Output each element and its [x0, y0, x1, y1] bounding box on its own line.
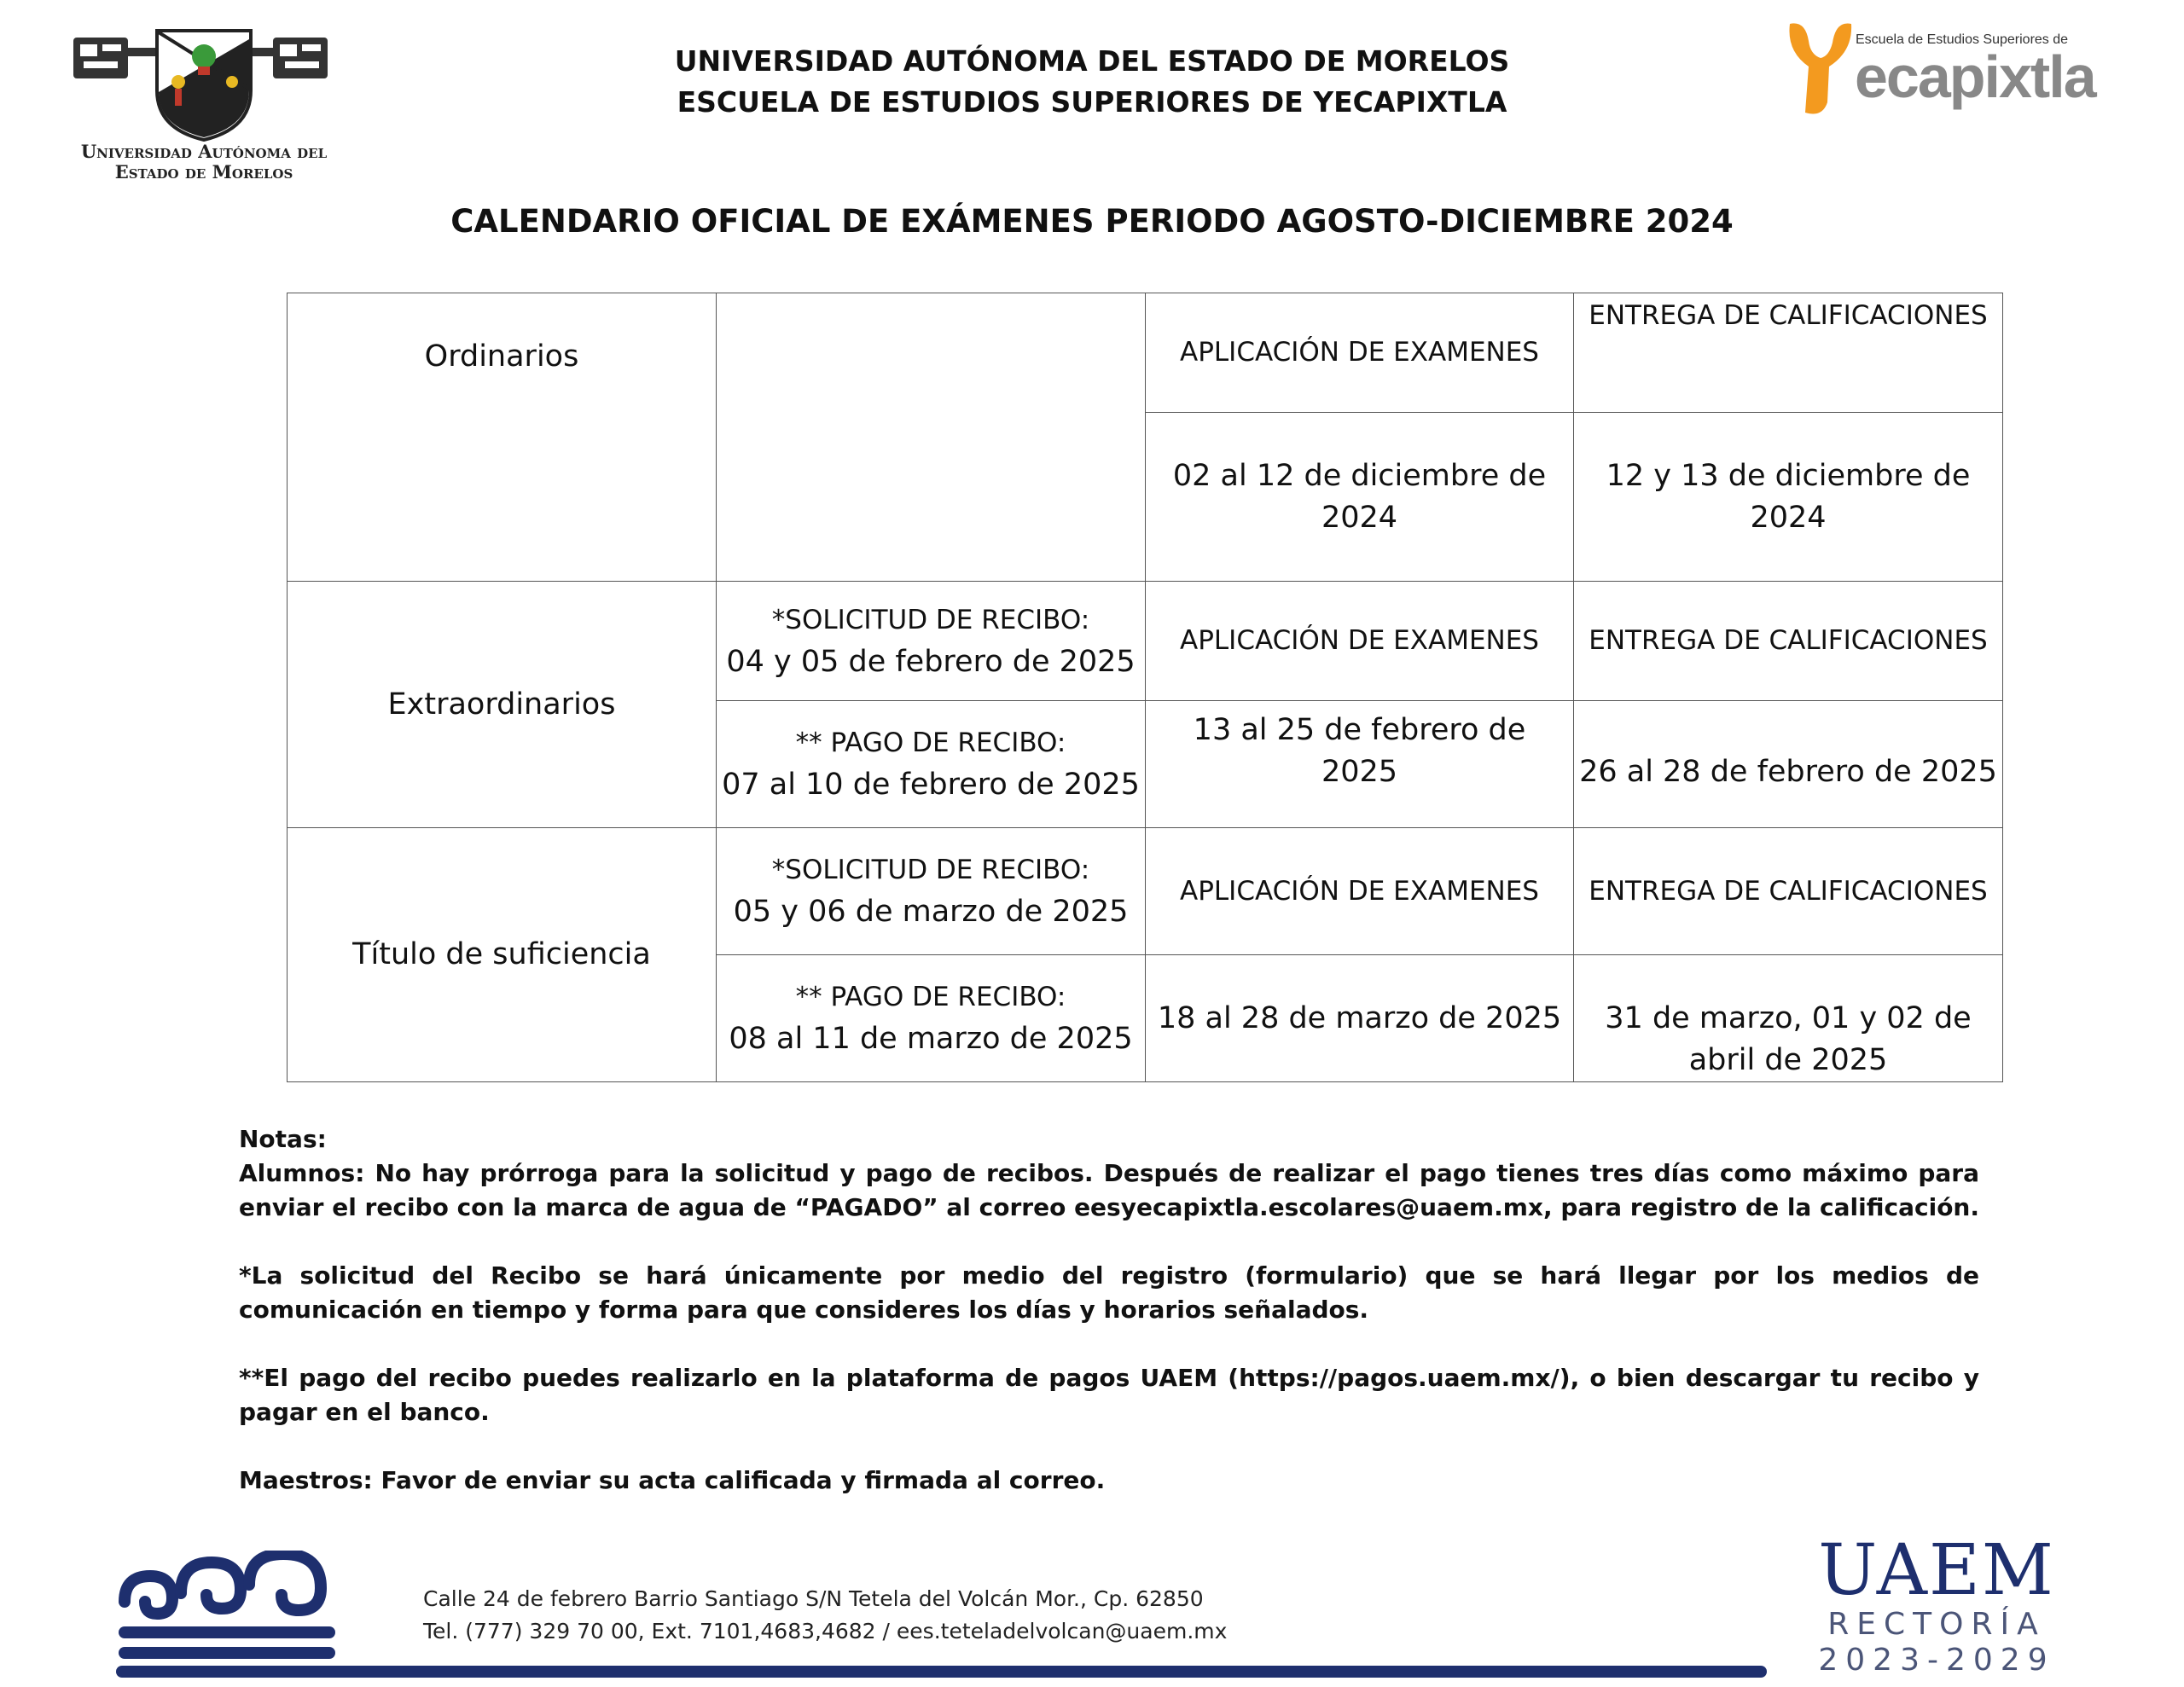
ordinarios-aplicacion-date: 02 al 12 de diciembre de 2024	[1146, 413, 1574, 582]
yecapixtla-logo	[1783, 17, 2095, 128]
titulo-solicitud-label: *SOLICITUD DE RECIBO:	[771, 855, 1090, 885]
uaem-rectoria-logo	[1792, 1530, 2082, 1678]
note-maestros: Maestros: Favor de enviar su acta calificada y firmada al correo.	[239, 1466, 1106, 1494]
ordinarios-entrega-date: 12 y 13 de diciembre de 2024	[1574, 413, 2003, 582]
note-pago: **El pago del recibo puedes realizarlo en la plataforma de pagos UAEM (https://pagos.uaem.mx/), o bien descargar tu recibo y pagar en el banco.	[239, 1364, 1979, 1426]
extraordinarios-solicitud-label: *SOLICITUD DE RECIBO:	[771, 604, 1090, 635]
university-seal-icon	[72, 22, 336, 142]
header-line-school: ESCUELA DE ESTUDIOS SUPERIORES DE YECAPIXTLA	[677, 85, 1507, 119]
exam-calendar-table	[287, 293, 2003, 1082]
note-solicitud: *La solicitud del Recibo se hará únicamente por medio del registro (formulario) que se hará llegar por los medios de comunicación en tiempo y forma para que consideres los días y horarios señalados.	[239, 1261, 1979, 1324]
logo-caption-line2: Estado de Morelos	[114, 161, 293, 183]
note-alumnos: Alumnos: No hay prórroga para la solicitud y pago de recibos. Después de realizar el pago tienes tres días como máximo para enviar el recibo con la marca de agua de “PAGADO” al correo eesyecapixtla.escolares@uaem.mx, para registro de la calificación.	[239, 1159, 1979, 1221]
extraordinarios-solicitud-date: 04 y 05 de febrero de 2025	[726, 644, 1136, 679]
ordinarios-aplicacion-header: APLICACIÓN DE EXAMENES	[1146, 293, 1574, 413]
titulo-aplicacion-date: 18 al 28 de marzo de 2025	[1146, 955, 1574, 1082]
footer-wave-logo	[116, 1551, 338, 1678]
yecapixtla-word: ecapixtla	[1855, 43, 2095, 110]
row-label-titulo: Título de suficiencia	[288, 828, 717, 1082]
address-line1: Calle 24 de febrero Barrio Santiago S/N Tetela del Volcán Mor., Cp. 62850	[423, 1586, 1204, 1611]
address-line2: Tel. (777) 329 70 00, Ext. 7101,4683,4682 / ees.teteladelvolcan@uaem.mx	[423, 1619, 1228, 1644]
table-row	[288, 293, 2003, 413]
uaem-rectoria: RECTORÍA	[1827, 1607, 2046, 1642]
page-title: CALENDARIO OFICIAL DE EXÁMENES PERIODO AGOSTO-DICIEMBRE 2024	[450, 203, 1734, 240]
titulo-solicitud-date: 05 y 06 de marzo de 2025	[733, 895, 1129, 929]
extraordinarios-entrega-header: ENTREGA DE CALIFICACIONES	[1574, 582, 2003, 701]
extraordinarios-aplicacion-header: APLICACIÓN DE EXAMENES	[1146, 582, 1574, 701]
extraordinarios-pago-label: ** PAGO DE RECIBO:	[795, 728, 1066, 758]
wave-icon	[116, 1551, 338, 1678]
empty-cell	[717, 293, 1146, 582]
titulo-entrega-header: ENTREGA DE CALIFICACIONES	[1574, 828, 2003, 955]
titulo-pago-label: ** PAGO DE RECIBO:	[795, 982, 1066, 1012]
row-label-ordinarios: Ordinarios	[288, 293, 717, 582]
extraordinarios-solicitud-cell	[717, 582, 1146, 701]
header-line-university: UNIVERSIDAD AUTÓNOMA DEL ESTADO DE MORELOS	[674, 44, 1510, 78]
uaem-brand: UAEM	[1818, 1530, 2055, 1611]
table-row	[288, 582, 2003, 701]
titulo-entrega-date: 31 de marzo, 01 y 02 de abril de 2025	[1574, 955, 2003, 1082]
extraordinarios-pago-date: 07 al 10 de febrero de 2025	[722, 768, 1140, 802]
titulo-pago-cell	[717, 955, 1146, 1082]
extraordinarios-aplicacion-date: 13 al 25 de febrero de 2025	[1146, 701, 1574, 828]
yecapixtla-y-icon	[1783, 17, 1860, 119]
titulo-pago-date: 08 al 11 de marzo de 2025	[729, 1022, 1133, 1056]
footer-divider	[116, 1666, 1767, 1678]
extraordinarios-entrega-date: 26 al 28 de febrero de 2025	[1574, 701, 2003, 828]
ordinarios-entrega-header: ENTREGA DE CALIFICACIONES	[1574, 293, 2003, 413]
yecapixtla-small-text: Escuela de Estudios Superiores de	[1856, 32, 2069, 47]
page-header	[529, 41, 1655, 123]
table-row	[288, 828, 2003, 955]
footer-address	[423, 1583, 1227, 1648]
logo-caption-line1: Universidad Autónoma del	[80, 141, 328, 162]
titulo-aplicacion-header: APLICACIÓN DE EXAMENES	[1146, 828, 1574, 955]
titulo-solicitud-cell	[717, 828, 1146, 955]
notes-section	[239, 1122, 1979, 1532]
extraordinarios-pago-cell	[717, 701, 1146, 828]
uaem-period: 2023-2029	[1818, 1643, 2055, 1678]
row-label-extraordinarios: Extraordinarios	[288, 582, 717, 828]
university-logo	[72, 22, 336, 184]
notes-heading: Notas:	[239, 1125, 327, 1153]
